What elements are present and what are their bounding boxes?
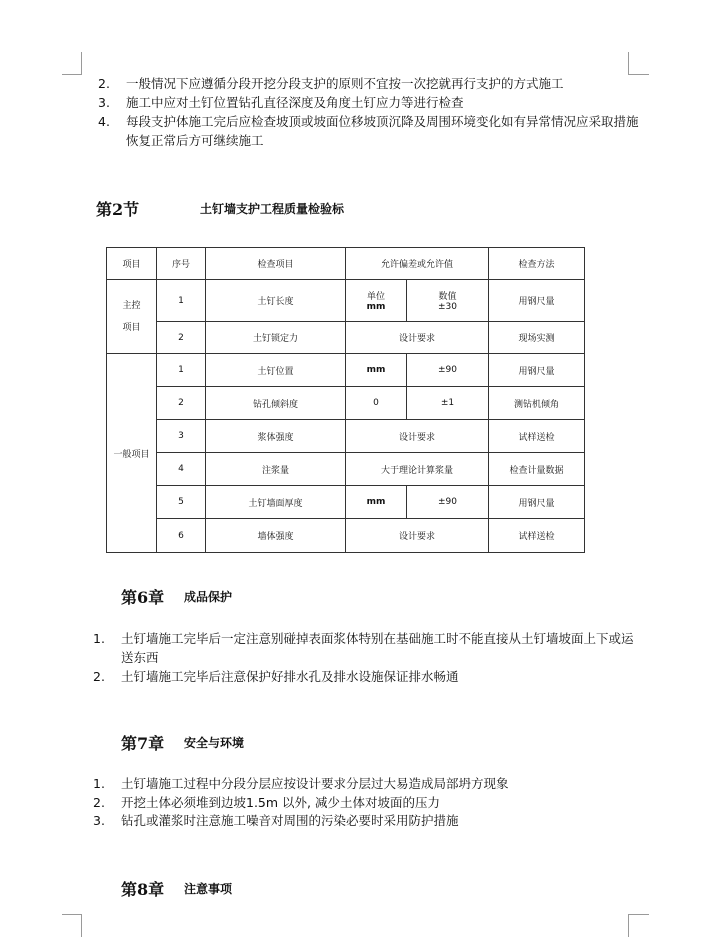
list-item: 1. 土钉墙施工完毕后一定注意别碰掉表面浆体特别在基础施工时不能直接从土钉墙坡面上下或运送东西 [93,631,634,665]
chapter-heading [121,877,233,900]
section-title: 土钉墙支护工程质量检验标 [200,202,345,216]
crop-mark-top-left [62,52,82,75]
table-row: 主控 项目 1 土钉长度 单位 mm 数值 ±30 用钢尺量 [107,280,585,322]
table-row: 3 浆体强度 设计要求 试样送检 [107,420,585,453]
list-item: 2. 开挖土体必须堆到边坡1.5m 以外, 减少土体对坡面的压力 [93,794,440,810]
table-row: 6 墙体强度 设计要求 试样送检 [107,519,585,553]
chapter-number: 第8章 [121,880,165,899]
list-item: 1. 土钉墙施工过程中分段分层应按设计要求分层过大易造成局部坍方现象 [93,776,509,791]
header-cell: 序号 [157,248,206,280]
quality-inspection-table [106,247,585,553]
chapter-title: 成品保护 [184,590,233,604]
section-heading [96,197,345,220]
table-row: 2 钻孔倾斜度 0 ±1 测钻机倾角 [107,387,585,420]
group-general: 一般项目 [107,354,157,553]
list-item: 3. 钻孔或灌浆时注意施工噪音对周围的污染必要时采用防护措施 [93,813,459,828]
chapter-number: 第6章 [121,588,165,607]
section-number: 第2节 [96,200,140,219]
table-row: 4 注浆量 大于理论计算浆量 检查计量数据 [107,453,585,486]
header-cell: 项目 [107,248,157,280]
construction-steps-list [98,75,646,150]
chapter-heading [121,731,245,754]
crop-mark-bottom-left [62,914,82,937]
safety-list [93,775,641,831]
crop-mark-top-right [628,52,649,75]
table-header-row [107,248,585,280]
crop-mark-bottom-right [628,914,649,937]
chapter-title: 安全与环境 [184,736,245,750]
list-item: 2. 一般情况下应遵循分段开挖分段支护的原则不宜按一次挖就再行支护的方式施工 [98,76,564,91]
header-cell: 检查项目 [206,248,346,280]
group-main-control: 主控 项目 [107,280,157,354]
list-item: 2. 土钉墙施工完毕后注意保护好排水孔及排水设施保证排水畅通 [93,669,459,684]
protection-list [93,630,641,687]
chapter-heading [121,585,233,608]
header-cell: 检查方法 [489,248,585,280]
list-item: 4. 每段支护体施工完后应检查坡顶或坡面位移坡顶沉降及周围环境变化如有异常情况应采取措施恢复正常后方可继续施工 [98,114,639,148]
list-item: 3. 施工中应对土钉位置钻孔直径深度及角度土钉应力等进行检查 [98,94,464,110]
table-row: 5 土钉墙面厚度 mm ±90 用钢尺量 [107,486,585,519]
table-row: 一般项目 1 土钉位置 mm ±90 用钢尺量 [107,354,585,387]
table-row: 2 土钉锁定力 设计要求 现场实测 [107,322,585,354]
chapter-title: 注意事项 [184,882,233,896]
header-cell: 允许偏差或允许值 [346,248,489,280]
chapter-number: 第7章 [121,734,165,753]
